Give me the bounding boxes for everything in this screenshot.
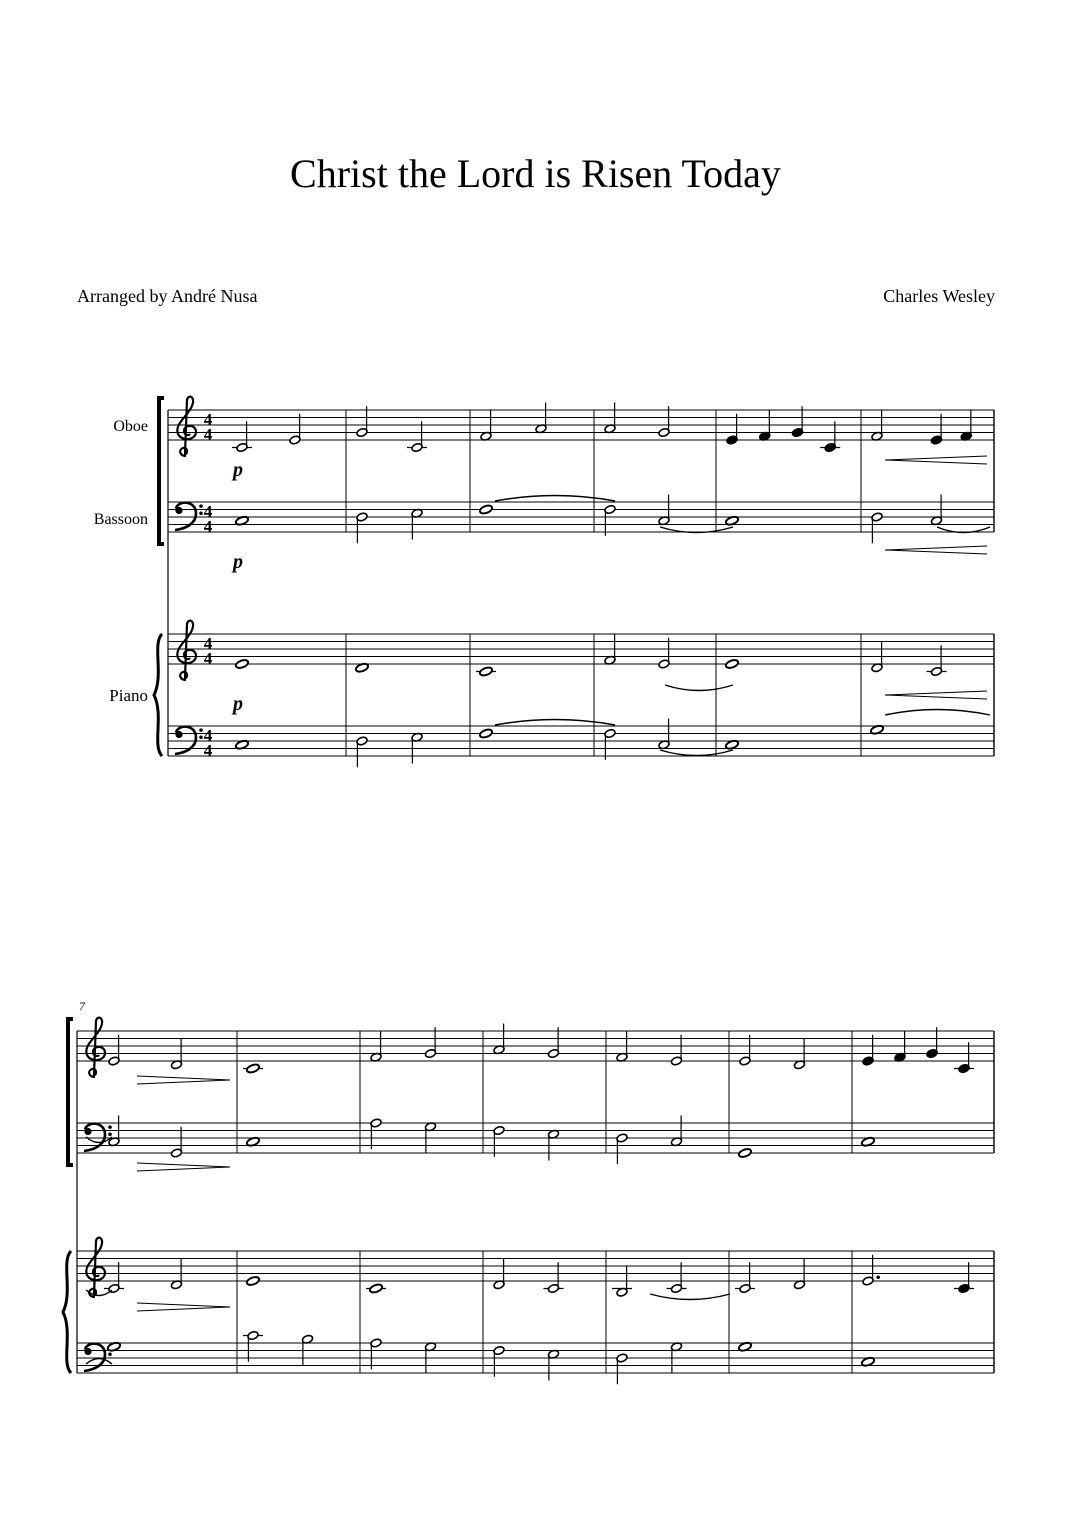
tie	[660, 750, 733, 756]
piano-brace	[154, 634, 162, 756]
bass-clef-dot	[199, 504, 203, 508]
bass-clef-dot	[108, 1352, 112, 1356]
tie	[665, 685, 733, 691]
tie	[495, 496, 615, 502]
treble-clef-curve	[177, 397, 196, 456]
treble-clef-curve	[177, 621, 196, 680]
tie	[495, 720, 615, 726]
crescendo-hairpin	[885, 691, 987, 699]
time-signature-bottom: 4	[203, 425, 213, 444]
time-signature-bottom: 4	[203, 649, 213, 668]
dynamic-piano-marking: p	[233, 693, 243, 715]
notehead	[479, 504, 493, 515]
crescendo-hairpin	[885, 546, 987, 554]
time-signature-top: 4	[203, 726, 213, 745]
augmentation-dot	[876, 1275, 880, 1279]
notehead	[369, 1283, 383, 1294]
composer-credit: Charles Wesley	[883, 286, 995, 306]
bass-clef-dot	[199, 728, 203, 732]
bass-clef-curve	[175, 503, 196, 530]
ensemble-bracket	[68, 1019, 73, 1165]
time-signature-top: 4	[203, 502, 213, 521]
tie	[885, 710, 990, 716]
notehead	[479, 666, 493, 677]
treble-clef-icon	[86, 1018, 105, 1077]
dynamic-piano-marking: p	[233, 551, 243, 573]
notehead	[235, 659, 249, 670]
measure-number: 7	[79, 999, 85, 1013]
instrument-name-piano: Piano	[109, 686, 148, 705]
time-signature-bottom: 4	[203, 517, 213, 536]
piano-brace	[63, 1251, 71, 1373]
instrument-name-bassoon: Bassoon	[93, 511, 148, 528]
decrescendo-hairpin	[137, 1163, 230, 1171]
tie	[650, 1294, 730, 1300]
dynamic-piano-marking: p	[233, 459, 243, 481]
treble-clef-curve	[86, 1238, 105, 1297]
crescendo-hairpin	[885, 456, 987, 464]
time-signature-top: 4	[203, 634, 213, 653]
bass-clef-dot	[108, 1132, 112, 1136]
tie	[86, 1359, 112, 1365]
treble-clef-curve	[86, 1018, 105, 1077]
notehead	[246, 1063, 260, 1074]
treble-clef-icon	[177, 397, 196, 456]
treble-clef-icon	[177, 621, 196, 680]
instrument-name-oboe: Oboe	[113, 418, 148, 435]
arranger-credit: Arranged by André Nusa	[77, 286, 258, 306]
ensemble-bracket	[159, 398, 164, 544]
notehead	[479, 728, 493, 739]
bass-clef-curve	[84, 1344, 105, 1371]
bass-clef-curve	[175, 727, 196, 754]
notehead	[246, 1276, 260, 1287]
decrescendo-hairpin	[137, 1076, 230, 1084]
notehead	[725, 659, 739, 670]
bass-clef-dot	[108, 1125, 112, 1129]
time-signature-top: 4	[203, 410, 213, 429]
treble-clef-icon	[86, 1238, 105, 1297]
decrescendo-hairpin	[137, 1303, 230, 1311]
bass-clef-dot	[199, 511, 203, 515]
bass-clef-dot	[199, 735, 203, 739]
notehead	[738, 1148, 752, 1159]
piece-title: Christ the Lord is Risen Today	[290, 151, 781, 196]
time-signature-bottom: 4	[203, 741, 213, 760]
